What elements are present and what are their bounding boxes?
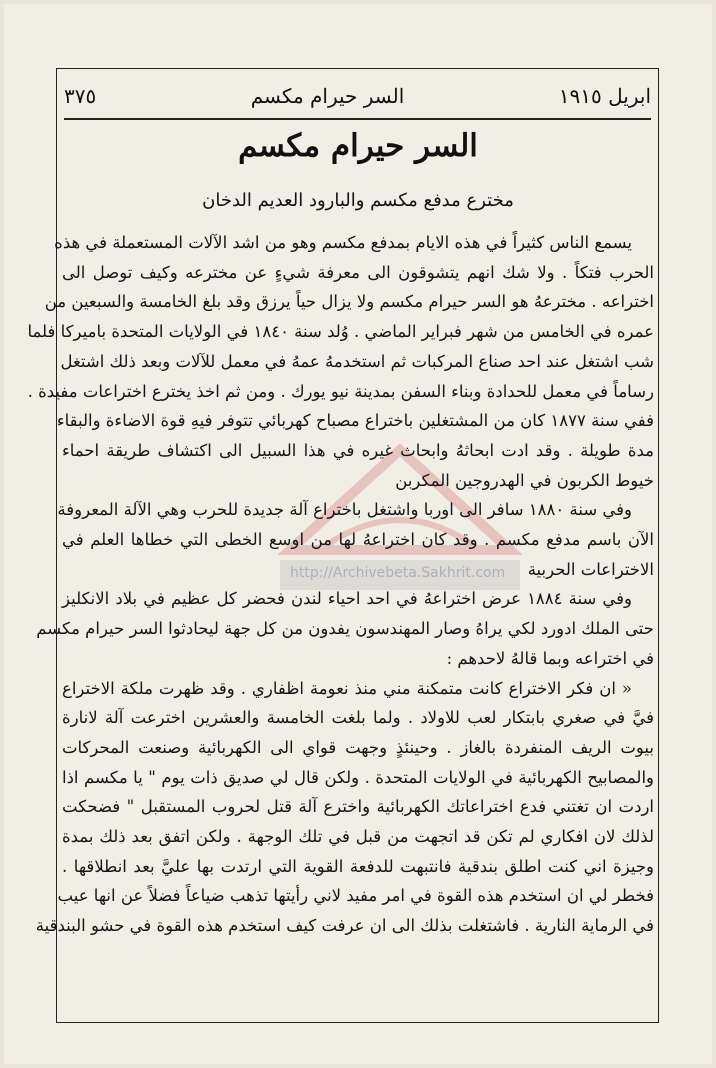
text-line: وفي سنة ١٨٨٠ سافر الى اوربا واشتغل باختراع آلة جديدة للحرب وهي الآلة المعروفة xyxy=(57,500,632,520)
text-line: ففي سنة ١٨٧٧ كان من المشتغلين باختراع مصباح كهربائي تتوفر فيهِ قوة الاضاءة والبقاء xyxy=(56,411,654,431)
text-line: رساماً في معمل للحدادة وبناء السفن بمدينة نيو يورك . ومن ثم اخذ يخترع اختراعات مفيدة . xyxy=(27,381,654,401)
text-line: في الرماية النارية . فاشتغلت بذلك الى ان عرفت كيف استخدم هذه القوة في حشو البندقية xyxy=(35,916,654,936)
text-line: وفي سنة ١٨٨٤ عرض اختراعهُ في احد احياء لندن فحضر كل عظيم في بلاد الانكليز xyxy=(62,589,632,609)
text-line: اختراعه . مخترعهُ هو السر حيرام مكسم ولا يزال حياً يرزق وقد بلغ الخامسة والسبعين من xyxy=(44,292,654,312)
text-line: مدة طويلة . وقد ادت ابحاثهُ وابحاث غيره في هذا السبيل الى اكتشاف طريقة احماء xyxy=(62,440,654,460)
header-running-title: السر حيرام مكسم xyxy=(250,84,405,108)
article-body xyxy=(27,228,654,941)
text-line: الآن باسم مدفع مكسم . وقد كان اختراعهُ لها من اوسع الخطى التي خطاها العلم في xyxy=(62,530,654,550)
text-line: الحرب فتكاً . ولا شك انهم يتشوقون الى معرفة شيءٍ عن مخترعه وكيف توصل الى xyxy=(62,262,654,282)
text-line: وجيزة اني كنت اطلق بندقية فانتبهت للدفعة القوية التي ارتدت بها عليَّ بعد انطلاقها . xyxy=(62,856,654,876)
running-header xyxy=(64,76,651,116)
text-line: بيوت الريف المنفردة بالغاز . وحينئذٍ وجهت قواي الى الكهربائية وصنعت المحركات xyxy=(62,737,654,757)
text-line: فخطر لي ان استخدم هذه القوة في امر مفيد لاني رأيتها تذهب ضياعاً فضلاً عن انها عيب xyxy=(57,886,654,906)
text-line: فيَّ في صغري بابتكار لعب للاولاد . ولما بلغت الخامسة والعشرين اخترعت آلة لانارة xyxy=(62,708,654,728)
text-line: حتى الملك ادورد لكي يراهُ وصار المهندسون يفدون من كل جهة ليحادثوا السر حيرام مكسم xyxy=(36,619,654,639)
text-line: والمصابيح الكهربائية في الولايات المتحدة . ولكن قال لي صديق ذات يوم " يا مكسم اذا xyxy=(62,767,654,787)
header-date: ابريل ١٩١٥ xyxy=(558,84,651,108)
header-page-number: ٣٧٥ xyxy=(64,84,97,108)
article-subtitle: مخترع مدفع مكسم والبارود العديم الدخان xyxy=(202,190,514,211)
text-line: خيوط الكربون في الهدروجين المكربن xyxy=(395,470,654,490)
text-line: يسمع الناس كثيراً في هذه الايام بمدفع مكسم وهو من اشد الآلات المستعملة في هذه xyxy=(54,233,632,252)
text-line: اردت ان تغتني فدع اختراعاتك الكهربائية واخترع آلة قتل لحروب المستقبل " فضحكت xyxy=(62,797,654,817)
article-title: السر حيرام مكسم xyxy=(238,128,478,164)
text-line: في اختراعه وبما قالهُ لاحدهم : xyxy=(446,648,654,668)
text-line: « ان فكر الاختراع كانت متمكنة مني منذ نعومة اظفاري . وقد ظهرت ملكة الاختراع xyxy=(62,678,632,698)
watermark-url: http://Archivebeta.Sakhrit.com xyxy=(290,565,506,581)
text-line: لذلك لان افكاري لم تكن قد اتجهت من قبل في تلك الوجهة . ولكن اتفق بعد ذلك بمدة xyxy=(62,827,654,847)
text-line: عمره في الخامس من شهر فبراير الماضي . وُلد سنة ١٨٤٠ في الولايات المتحدة باميركا فلما xyxy=(27,322,654,342)
text-line: الاختراعات الحربية xyxy=(527,559,654,579)
text-line: شب اشتغل عند احد صناع المركبات ثم استخدمهُ عمهُ في معمل للآلات وبعد ذلك اشتغل xyxy=(60,351,654,371)
header-rule xyxy=(64,118,651,120)
